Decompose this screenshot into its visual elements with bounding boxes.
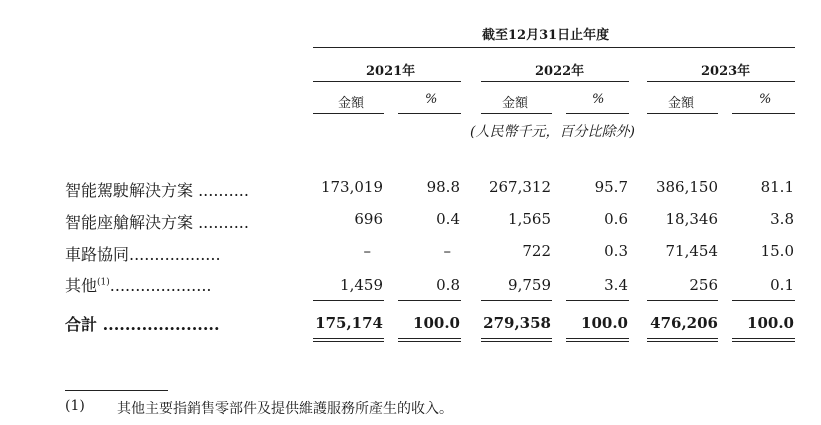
row-label-dots: .................... (109, 276, 212, 295)
row-label: 車路協同.................. (65, 245, 221, 264)
total-cell: 100.0 (581, 314, 628, 332)
percent-header-2022: % (592, 92, 605, 107)
row-label: 智能駕駛解決方案 .......... (65, 181, 249, 200)
total-double-rule (732, 338, 795, 342)
subtotal-rule (732, 300, 795, 301)
year-2022-header: 2022年 (535, 64, 585, 79)
cell: 173,019 (320, 178, 383, 196)
total-cell: 100.0 (747, 314, 794, 332)
amount-header-2023: 金額 (668, 96, 695, 111)
cell: – (443, 242, 451, 260)
year-2023-rule (647, 81, 795, 82)
total-label: 合計 ..................... (65, 315, 220, 334)
cell: 15.0 (760, 242, 794, 260)
percent-rule-2023 (732, 113, 795, 114)
total-cell: 100.0 (413, 314, 460, 332)
cell: 1,565 (508, 210, 551, 228)
cell: 722 (522, 242, 551, 260)
cell: 3.8 (770, 210, 794, 228)
cell: 267,312 (488, 178, 551, 196)
row-label: 智能座艙解決方案 .......... (65, 213, 249, 232)
footnote-separator (65, 390, 168, 391)
percent-rule-2021 (398, 113, 461, 114)
total-double-rule (313, 338, 384, 342)
amount-header-2021: 金額 (338, 96, 365, 111)
unit-note: (人民幣千元，百分比除外) (470, 124, 635, 140)
amount-header-2022: 金額 (502, 96, 529, 111)
cell: 18,346 (665, 210, 718, 228)
year-2021-header: 2021年 (366, 64, 416, 79)
cell: 0.1 (770, 276, 794, 294)
total-cell: 279,358 (483, 314, 551, 332)
amount-rule-2023 (647, 113, 718, 114)
year-2022-rule (481, 81, 629, 82)
total-cell: 175,174 (315, 314, 383, 332)
row-label-text: 其他 (65, 276, 98, 295)
cell: – (363, 242, 371, 260)
cell: 0.3 (604, 242, 628, 260)
amount-rule-2022 (481, 113, 552, 114)
footnote-ref: (1) (97, 277, 110, 288)
row-label (65, 273, 211, 296)
footnote-text: 其他主要指銷售零部件及提供維護服務所產生的收入。 (117, 401, 453, 417)
subtotal-rule (481, 300, 552, 301)
cell: 81.1 (760, 178, 794, 196)
footnote-marker: (1) (65, 398, 85, 414)
subtotal-rule (398, 300, 461, 301)
cell: 3.4 (604, 276, 628, 294)
subtotal-rule (313, 300, 384, 301)
amount-rule-2021 (313, 113, 384, 114)
total-double-rule (566, 338, 629, 342)
cell: 95.7 (594, 178, 628, 196)
cell: 0.6 (604, 210, 628, 228)
cell: 9,759 (508, 276, 551, 294)
total-double-rule (398, 338, 461, 342)
total-double-rule (647, 338, 718, 342)
year-2023-header: 2023年 (701, 64, 751, 79)
cell: 256 (689, 276, 718, 294)
cell: 98.8 (426, 178, 460, 196)
period-header: 截至12月31日止年度 (482, 28, 610, 43)
period-header-rule (313, 47, 795, 48)
cell: 71,454 (665, 242, 718, 260)
subtotal-rule (566, 300, 629, 301)
subtotal-rule (647, 300, 718, 301)
cell: 1,459 (340, 276, 383, 294)
cell: 696 (354, 210, 383, 228)
total-double-rule (481, 338, 552, 342)
percent-header-2021: % (425, 92, 438, 107)
year-2021-rule (313, 81, 461, 82)
cell: 0.4 (436, 210, 460, 228)
cell: 386,150 (655, 178, 718, 196)
percent-rule-2022 (566, 113, 629, 114)
cell: 0.8 (436, 276, 460, 294)
total-cell: 476,206 (650, 314, 718, 332)
percent-header-2023: % (759, 92, 772, 107)
